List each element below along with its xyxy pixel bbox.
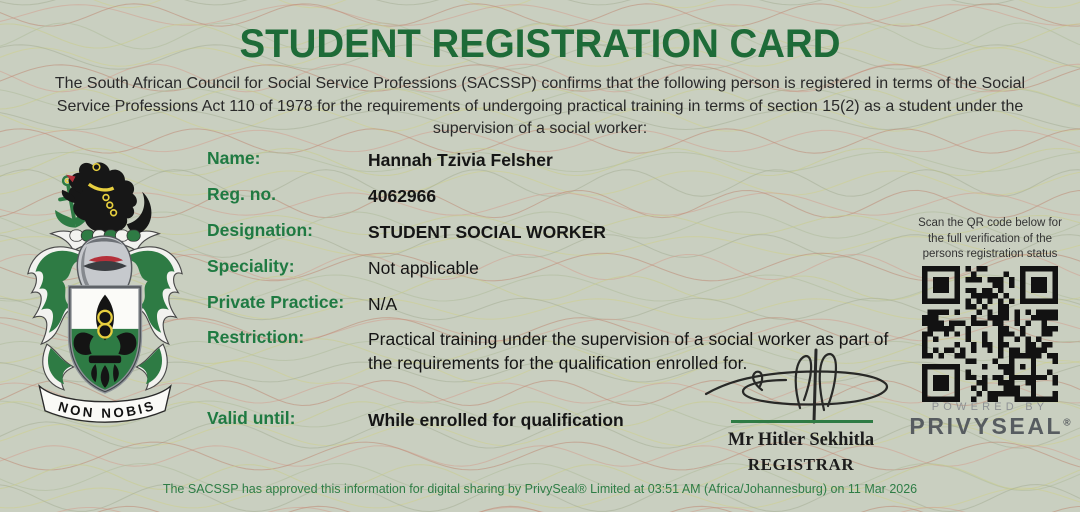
privyseal-logo <box>900 413 1080 440</box>
field-row-name <box>207 148 553 172</box>
coat-of-arms-icon <box>14 148 196 426</box>
field-value-designation: STUDENT SOCIAL WORKER <box>368 222 606 242</box>
field-label-designation: Designation: <box>207 220 313 240</box>
registered-trademark-symbol: ® <box>1063 417 1071 429</box>
field-value-speciality: Not applicable <box>368 258 479 278</box>
field-value-name: Hannah Tzivia Felsher <box>368 150 553 170</box>
field-value-reg-no: 4062966 <box>368 186 437 206</box>
signature-line <box>731 420 873 423</box>
field-label-name: Name: <box>207 148 261 168</box>
powered-by-label: POWERED BY <box>931 401 1049 413</box>
field-label-private-practice: Private Practice: <box>207 292 345 312</box>
field-row-designation <box>207 220 606 244</box>
qr-code-icon <box>922 266 1058 402</box>
field-label-speciality: Speciality: <box>207 256 295 276</box>
field-label-restriction: Restriction: <box>207 327 305 347</box>
field-label-valid-until: Valid until: <box>207 408 296 428</box>
crest-motto: NON NOBIS <box>56 397 158 421</box>
confirmation-statement: The South African Council for Social Service Professions (SACSSP) confirms that the following person is registered in terms of the Social Service Professions Act 110 of 1978 for the requirements of undergoing practical training in terms of section 15(2) as a student under the supervision of a social worker: <box>54 75 1026 138</box>
shield-icon <box>70 287 140 392</box>
field-row-reg-no <box>207 184 436 208</box>
signatory-title: REGISTRAR <box>747 455 855 474</box>
privyseal-wordmark: PRIVYSEAL <box>909 413 1064 439</box>
lion-crest-icon <box>49 162 151 233</box>
registrar-signature <box>700 350 905 423</box>
page-title: STUDENT REGISTRATION CARD <box>239 22 841 66</box>
field-value-valid-until: While enrolled for qualification <box>368 410 624 430</box>
field-row-private-practice <box>207 292 397 316</box>
field-row-valid-until <box>207 408 624 432</box>
field-value-private-practice: N/A <box>368 294 398 314</box>
qr-instruction: Scan the QR code below for the full verification of the persons registration status <box>918 217 1062 261</box>
field-value-restriction: Practical training under the supervision of a social worker as part of the requirements for the qualification enrolled for. <box>368 329 889 374</box>
signatory-name: Mr Hitler Sekhitla <box>727 430 875 450</box>
field-row-speciality <box>207 256 479 280</box>
field-label-reg-no: Reg. no. <box>207 184 277 204</box>
digital-sharing-footer: The SACSSP has approved this information for digital sharing by PrivySeal® Limited at 03:51 AM (Africa/Johannesburg) on 11 Mar 2026 <box>162 482 918 496</box>
